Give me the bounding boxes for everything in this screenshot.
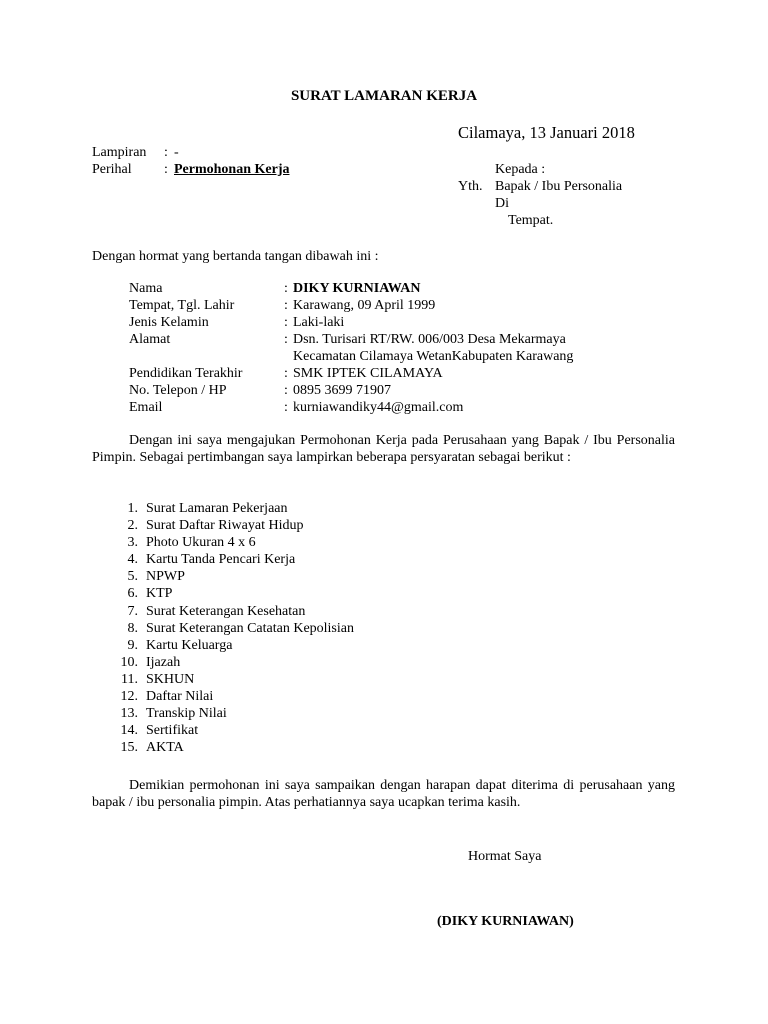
list-number: 3. — [127, 535, 138, 551]
letter-date: Cilamaya, 13 Januari 2018 — [458, 123, 635, 142]
recipient-di: Di — [495, 196, 509, 211]
identity-colon: : — [284, 366, 288, 381]
identity-value-line2: Kecamatan Cilamaya WetanKabupaten Karawang — [293, 349, 574, 364]
list-text: Surat Lamaran Pekerjaan — [146, 501, 288, 516]
identity-value: SMK IPTEK CILAMAYA — [293, 366, 443, 381]
list-number: 6. — [127, 586, 138, 602]
list-text: SKHUN — [146, 671, 195, 687]
list-text: Transkip Nilai — [146, 706, 227, 722]
identity-label: Pendidikan Terakhir — [129, 366, 243, 381]
identity-value: DIKY KURNIAWAN — [293, 281, 421, 296]
list-text: NPWP — [146, 569, 185, 585]
list-text: Kartu Keluarga — [146, 637, 233, 653]
list-number: 15. — [120, 740, 138, 756]
identity-colon: : — [284, 383, 288, 398]
lampiran-label: Lampiran — [92, 145, 147, 160]
recipient-name: Bapak / Ibu Personalia — [495, 179, 623, 194]
list-number: 2. — [127, 518, 138, 534]
identity-value: Karawang, 09 April 1999 — [293, 298, 436, 313]
list-text: Surat Keterangan Catatan Kepolisian — [146, 620, 354, 636]
lampiran-value: - — [174, 145, 179, 160]
list-text: Ijazah — [146, 654, 181, 670]
recipient-yth: Yth. — [458, 179, 483, 194]
list-number: 14. — [120, 723, 138, 739]
list-number: 12. — [120, 689, 138, 705]
identity-label: No. Telepon / HP — [129, 383, 227, 398]
list-number: 10. — [120, 654, 138, 670]
recipient-tempat: Tempat. — [508, 213, 554, 228]
list-number: 8. — [127, 620, 138, 636]
list-text: KTP — [146, 586, 173, 602]
identity-colon: : — [284, 400, 288, 415]
perihal-colon: : — [164, 162, 168, 177]
perihal-label: Perihal — [92, 162, 132, 177]
lampiran-colon: : — [164, 145, 168, 160]
list-number: 1. — [127, 501, 138, 516]
recipient-kepada: Kepada : — [495, 162, 546, 177]
identity-value: kurniawandiky44@gmail.com — [293, 400, 464, 415]
list-number: 11. — [121, 671, 138, 687]
list-number: 9. — [127, 637, 138, 653]
identity-label: Alamat — [129, 332, 171, 347]
identity-label: Nama — [129, 281, 163, 296]
identity-colon: : — [284, 332, 288, 347]
identity-label: Tempat, Tgl. Lahir — [129, 298, 235, 313]
list-number: 13. — [120, 706, 138, 722]
list-number: 7. — [127, 603, 138, 619]
perihal-value: Permohonan Kerja — [174, 162, 290, 177]
identity-colon: : — [284, 315, 288, 330]
list-text: Kartu Tanda Pencari Kerja — [146, 552, 296, 568]
identity-value: 0895 3699 71907 — [293, 383, 391, 398]
list-number: 4. — [127, 552, 138, 568]
identity-colon: : — [284, 281, 288, 296]
paragraph-request: Dengan ini saya mengajukan Permohonan Kerja pada Perusahaan yang Bapak / Ibu Personalia Pimpin. Sebagai pertimbangan saya lampirkan beberapa persyaratan sebagai berikut : — [92, 433, 675, 465]
document-title: SURAT LAMARAN KERJA — [290, 88, 478, 104]
paragraph-closing: Demikian permohonan ini saya sampaikan dengan harapan dapat diterima di perusahaan yang bapak / ibu personalia pimpin. Atas perhatiannya saya ucapkan terima kasih. — [92, 778, 675, 810]
identity-label: Email — [129, 400, 163, 415]
identity-colon: : — [284, 298, 288, 313]
list-number: 5. — [127, 569, 138, 585]
identity-label: Jenis Kelamin — [129, 315, 209, 330]
list-text: Surat Daftar Riwayat Hidup — [146, 518, 304, 534]
opening-line: Dengan hormat yang bertanda tangan dibawah ini : — [92, 249, 379, 264]
list-text: Surat Keterangan Kesehatan — [146, 603, 306, 619]
signer-name: (DIKY KURNIAWAN) — [437, 914, 574, 929]
list-text: Sertifikat — [146, 723, 199, 739]
identity-value: Dsn. Turisari RT/RW. 006/003 Desa Mekarmaya — [293, 332, 566, 347]
list-text: AKTA — [146, 740, 184, 756]
list-text: Photo Ukuran 4 x 6 — [146, 535, 256, 551]
identity-value: Laki-laki — [293, 315, 345, 330]
closing-greeting: Hormat Saya — [468, 849, 542, 864]
list-text: Daftar Nilai — [146, 689, 214, 705]
